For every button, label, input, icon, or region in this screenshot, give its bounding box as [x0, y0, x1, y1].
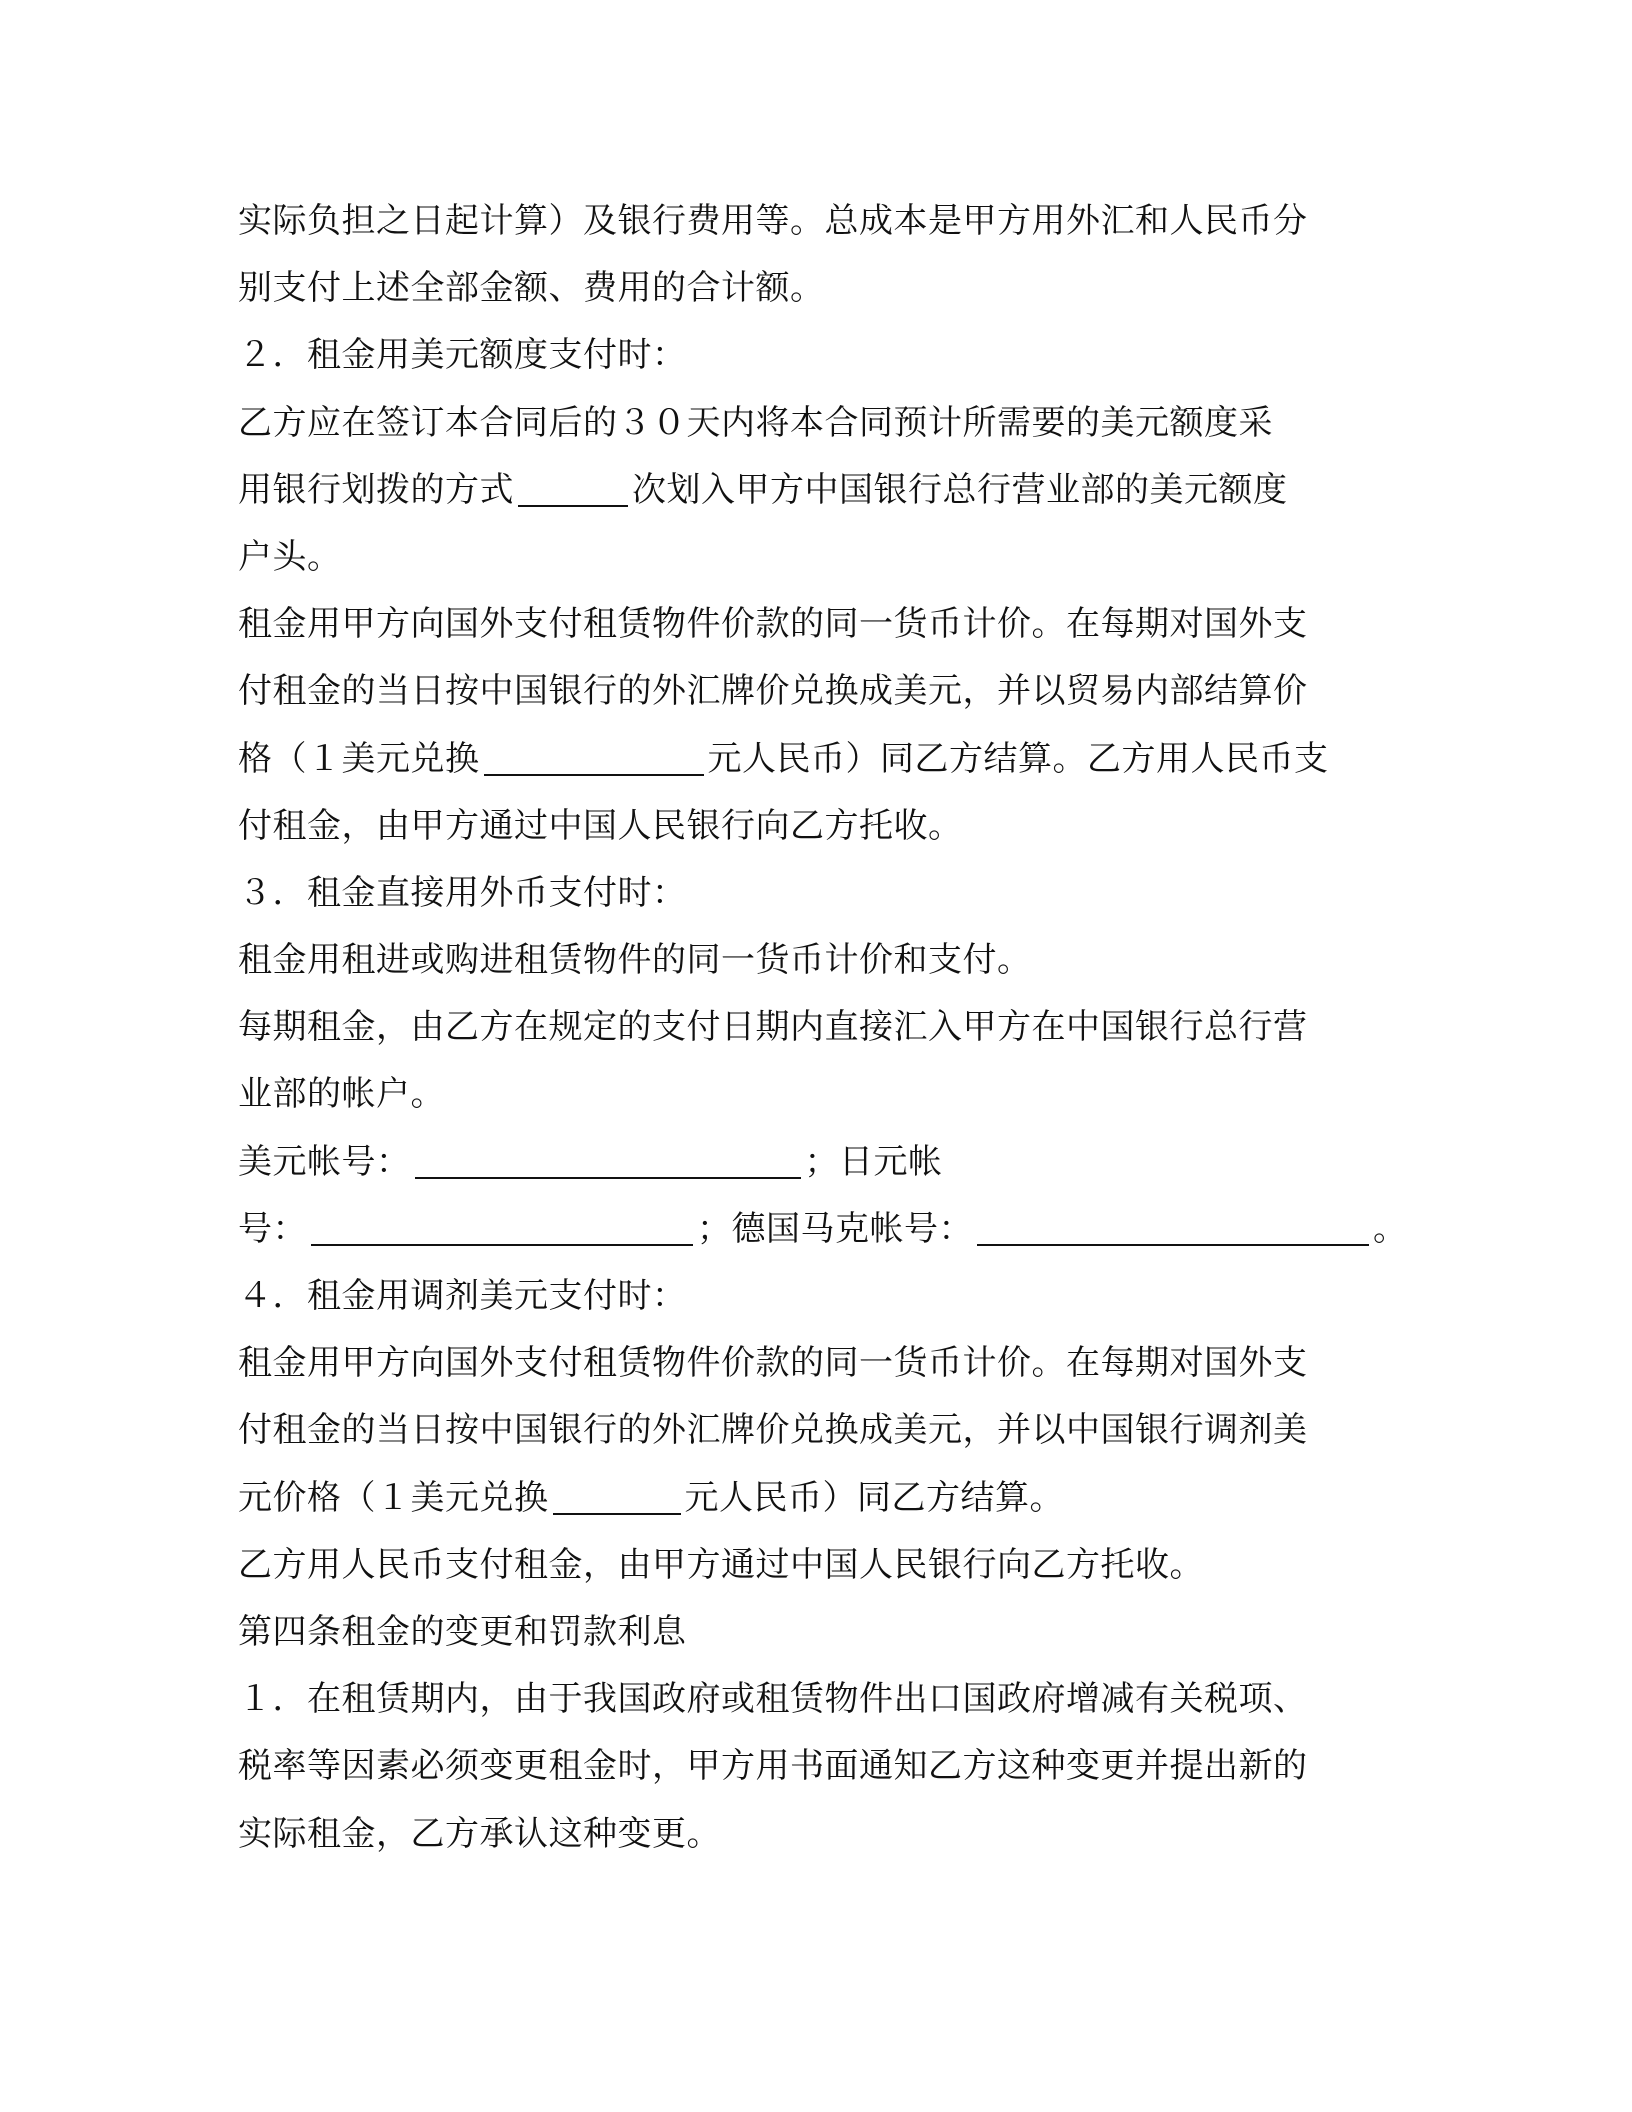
paragraph-line: 租金用租进或购进租赁物件的同一货币计价和支付。	[238, 940, 1032, 981]
text-segment: 次划入甲方中国银行总行营业部的美元额度	[632, 469, 1288, 510]
paragraph-line	[238, 1196, 1408, 1263]
paragraph-line: 每期租金，由乙方在规定的支付日期内直接汇入甲方在中国银行总行营	[238, 1007, 1308, 1048]
section-heading: ３．租金直接用外币支付时：	[238, 872, 687, 913]
paragraph-line: 税率等因素必须变更租金时，甲方用书面通知乙方这种变更并提出新的	[238, 1746, 1308, 1787]
fill-in-blank	[977, 1204, 1369, 1246]
fill-in-blank	[311, 1204, 693, 1246]
paragraph-line	[238, 726, 1398, 793]
paragraph-line: 业部的帐户。	[238, 1074, 445, 1115]
paragraph-line: １．在租赁期内，由于我国政府或租赁物件出口国政府增减有关税项、	[238, 1679, 1308, 1720]
paragraph-line: 乙方应在签订本合同后的３０天内将本合同预计所需要的美元额度采	[238, 402, 1273, 443]
text-segment: ；德国马克帐号：	[697, 1208, 973, 1249]
paragraph-line: 付租金，由甲方通过中国人民银行向乙方托收。	[238, 805, 963, 846]
paragraph-line: 租金用甲方向国外支付租赁物件价款的同一货币计价。在每期对国外支	[238, 604, 1308, 645]
fill-in-blank	[518, 465, 628, 507]
paragraph-line	[238, 457, 1398, 524]
paragraph-line	[238, 1465, 1398, 1532]
text-segment: 元人民币）同乙方结算。	[684, 1477, 1064, 1518]
section-heading: ２．租金用美元额度支付时：	[238, 335, 687, 376]
paragraph-line: 付租金的当日按中国银行的外汇牌价兑换成美元，并以中国银行调剂美	[238, 1410, 1308, 1451]
fill-in-blank	[553, 1473, 681, 1515]
paragraph-line: 别支付上述全部金额、费用的合计额。	[238, 268, 825, 309]
text-segment: 格（１美元兑换	[238, 738, 480, 779]
section-heading: ４．租金用调剂美元支付时：	[238, 1276, 687, 1316]
text-segment: 元人民币）同乙方结算。乙方用人民币支	[707, 738, 1329, 779]
paragraph-line: 付租金的当日按中国银行的外汇牌价兑换成美元，并以贸易内部结算价	[238, 671, 1308, 712]
text-segment: 号：	[238, 1208, 307, 1249]
text-segment: ；日元帐	[804, 1141, 943, 1182]
paragraph-line	[238, 1129, 1398, 1196]
fill-in-blank	[484, 734, 704, 776]
paragraph-line: 实际负担之日起计算）及银行费用等。总成本是甲方用外汇和人民币分	[238, 201, 1308, 241]
text-segment: 用银行划拨的方式	[238, 469, 514, 510]
text-segment: 元价格（１美元兑换	[238, 1477, 549, 1518]
paragraph-line: 乙方用人民币支付租金，由甲方通过中国人民银行向乙方托收。	[238, 1544, 1204, 1585]
text-segment: 美元帐号：	[238, 1141, 411, 1182]
article-heading: 第四条租金的变更和罚款利息	[238, 1611, 687, 1652]
paragraph-line: 租金用甲方向国外支付租赁物件价款的同一货币计价。在每期对国外支	[238, 1343, 1308, 1384]
paragraph-line: 户头。	[238, 536, 342, 577]
document-page	[238, 188, 1408, 1868]
text-segment: 。	[1373, 1208, 1408, 1249]
fill-in-blank	[415, 1137, 801, 1179]
paragraph-line: 实际租金，乙方承认这种变更。	[238, 1813, 721, 1854]
